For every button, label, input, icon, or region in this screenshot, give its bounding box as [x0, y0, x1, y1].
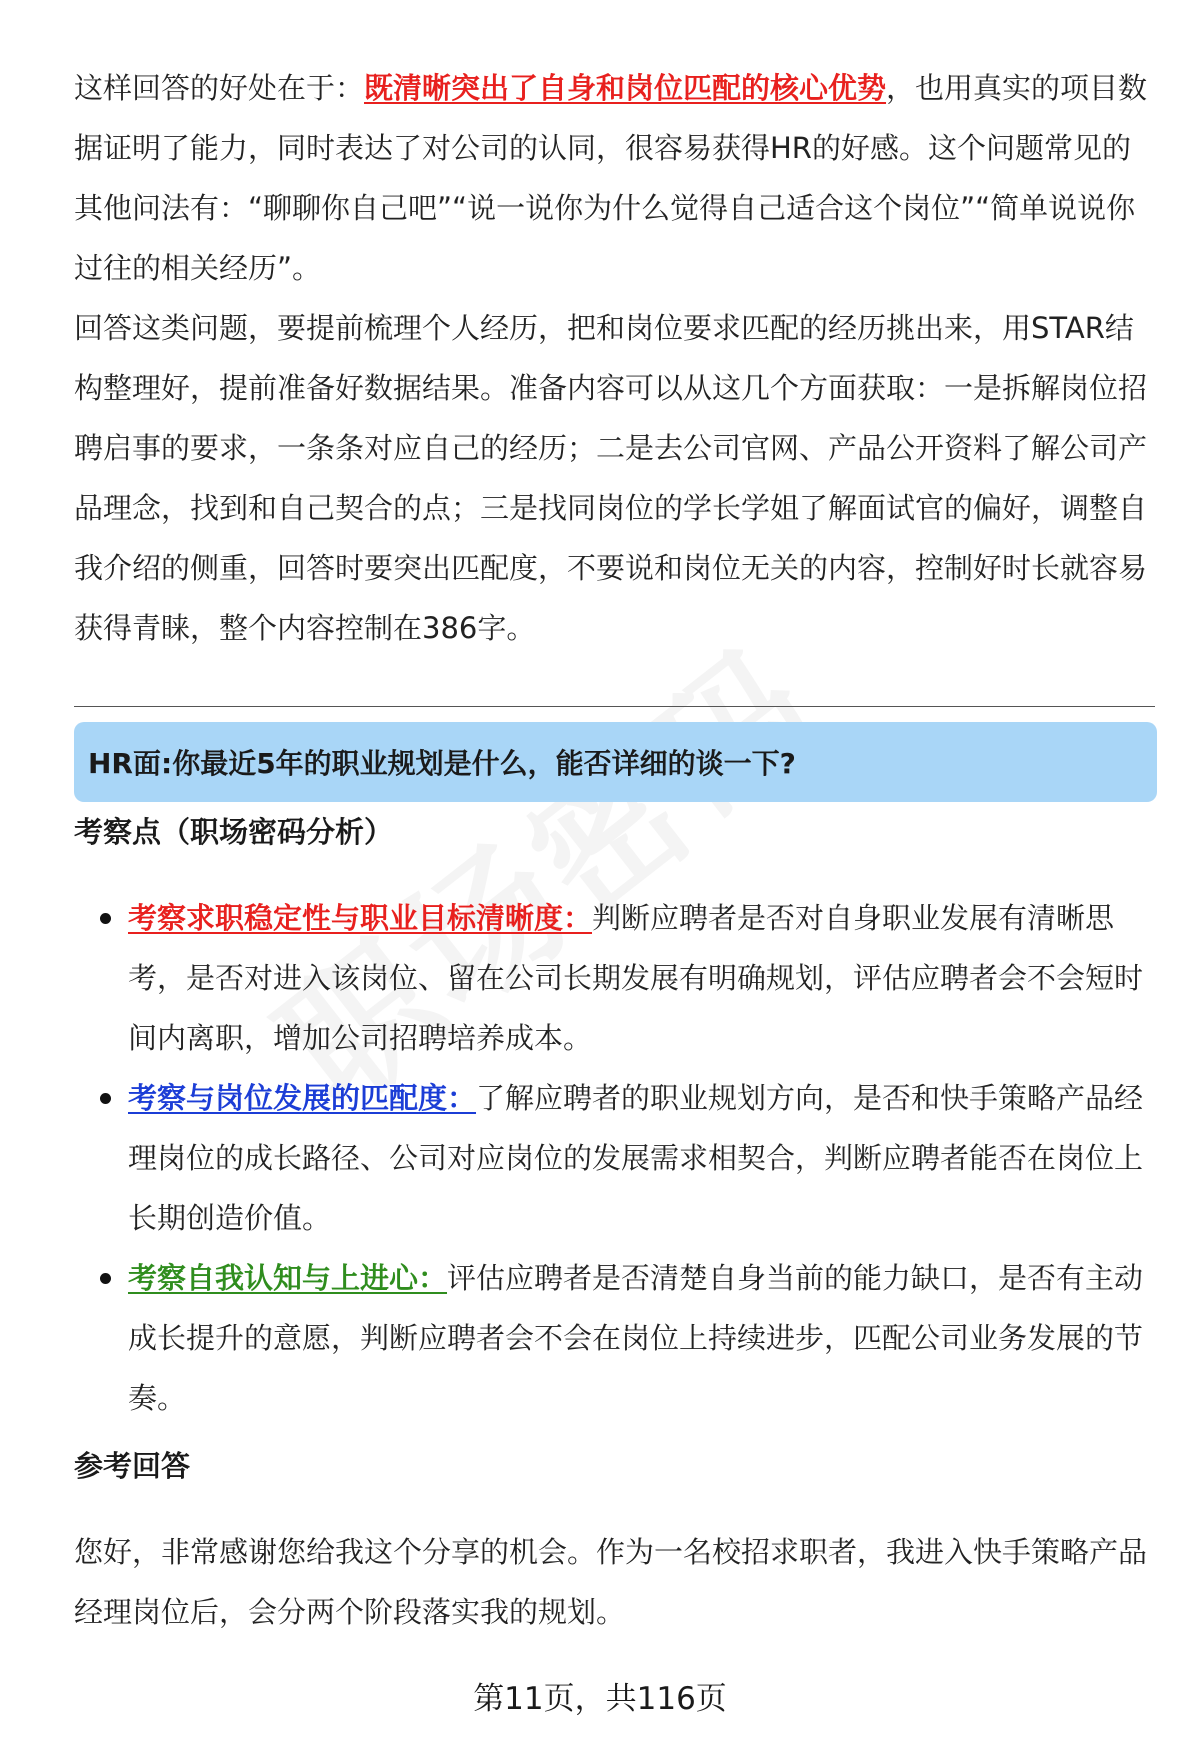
question-box — [74, 722, 1157, 802]
answer-text: 您好，非常感谢您给我这个分享的机会。作为一名校招求职者，我进入快手策略产品经理岗位后，会分两个阶段落实我的规划。 — [74, 1535, 1148, 1629]
list-item — [74, 1248, 1154, 1428]
point-title: 考察与岗位发展的匹配度： — [128, 1081, 477, 1115]
bullet-icon — [100, 1273, 111, 1284]
list-item — [74, 1068, 1154, 1248]
bullet-icon — [100, 1093, 111, 1104]
page-footer: 第11页，共116页 — [473, 1681, 727, 1717]
intro-highlight: 既清晰突出了自身和岗位匹配的核心优势 — [364, 71, 887, 105]
divider — [74, 706, 1155, 707]
point-text: 判断应聘者是否对自身职业发展有清晰思考，是否对进入该岗位、留在公司长期发展有明确规划，评估应聘者会不会短时间内离职，增加公司招聘培养成本。 — [128, 901, 1144, 1055]
question-text: HR面:你最近5年的职业规划是什么，能否详细的谈一下? — [88, 747, 796, 780]
intro-rest: ，也用真实的项目数据证明了能力，同时表达了对公司的认同，很容易获得HR的好感。这个问题常见的其他问法有：“聊聊你自己吧”“说一说你为什么觉得自己适合这个岗位”“简单说说你过往的相关经历”。 — [74, 71, 1148, 285]
intro-paragraph-1 — [74, 58, 1154, 298]
point-title: 考察求职稳定性与职业目标清晰度： — [128, 901, 593, 935]
bullet-icon — [100, 913, 111, 924]
answer-section — [74, 1522, 1154, 1642]
section-title: 考察点（职场密码分析） — [74, 815, 394, 849]
list-item — [74, 888, 1154, 1068]
point-title: 考察自我认知与上进心： — [128, 1261, 448, 1295]
point-text: 了解应聘者的职业规划方向，是否和快手策略产品经理岗位的成长路径、公司对应岗位的发展需求相契合，判断应聘者能否在岗位上长期创造价值。 — [128, 1081, 1144, 1235]
intro-section — [74, 58, 1154, 658]
answer-title: 参考回答 — [74, 1449, 191, 1483]
point-text: 评估应聘者是否清楚自身当前的能力缺口，是否有主动成长提升的意愿，判断应聘者会不会在岗位上持续进步，匹配公司业务发展的节奏。 — [128, 1261, 1144, 1415]
intro-paragraph-2: 回答这类问题，要提前梳理个人经历，把和岗位要求匹配的经历挑出来，用STAR结构整理好，提前准备好数据结果。准备内容可以从这几个方面获取：一是拆解岗位招聘启事的要求，一条条对应自己的经历；二是去公司官网、产品公开资料了解公司产品理念，找到和自己契合的点；三是找同岗位的学长学姐了解面试官的偏好，调整自我介绍的侧重，回答时要突出匹配度，不要说和岗位无关的内容，控制好时长就容易获得青睐，整个内容控制在386字。 — [74, 311, 1148, 645]
points-list — [74, 888, 1154, 1428]
intro-prefix: 这样回答的好处在于： — [74, 71, 365, 105]
